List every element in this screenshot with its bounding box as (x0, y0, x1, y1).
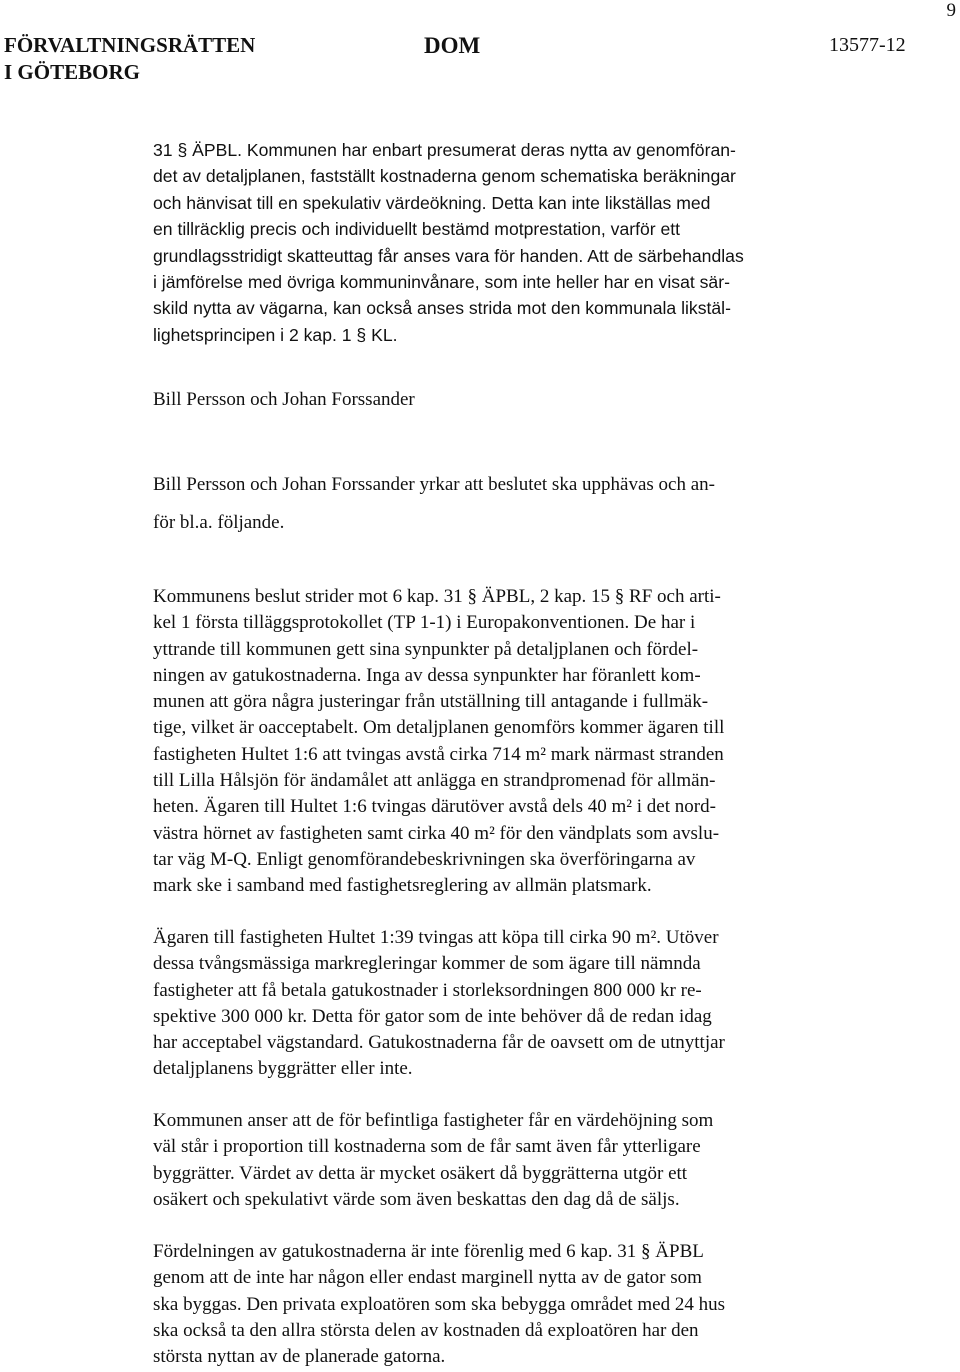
text-line: tige, vilket är oacceptabelt. Om detaljplanen genomförs kommer ägaren till (153, 717, 725, 739)
text-line: dessa tvångsmässiga markregleringar kommer de som ägare till nämnda (153, 953, 701, 975)
text-line: grundlagsstridigt skatteuttag får anses vara för handen. Att de särbehandlas (153, 245, 744, 266)
text-line: spektive 300 000 kr. Detta för gator som de inte behöver då de redan idag (153, 1005, 712, 1027)
text-line: osäkert och spekulativt värde som även beskattas den dag då de säljs. (153, 1188, 680, 1210)
text-line: fastigheter att få betala gatukostnader i storleksordningen 800 000 kr re- (153, 979, 702, 1001)
text-line: en tillräcklig precis och individuellt bestämd motprestation, varför ett (153, 219, 681, 240)
court-name-line-1: FÖRVALTNINGSRÄTTEN (4, 33, 256, 57)
text-line: har acceptabel vägstandard. Gatukostnaderna får de oavsett om de utnyttjar (153, 1032, 725, 1054)
text-line: i jämförelse med övriga kommuninvånare, som inte heller har en visat sär- (153, 272, 730, 293)
text-line: det av detaljplanen, fastställt kostnaderna genom schematiska beräkningar (153, 166, 736, 187)
text-line: Fördelningen av gatukostnaderna är inte förenlig med 6 kap. 31 § ÄPBL (153, 1241, 704, 1262)
case-number: 13577-12 (829, 34, 906, 56)
paragraph-arguments-continued (153, 137, 853, 348)
text-line: väl står i proportion till kostnaderna som de får samt även får ytterligare (153, 1136, 701, 1158)
text-line: byggrätter. Värdet av detta är mycket osäkert då byggrätterna utgör ett (153, 1162, 688, 1184)
text-line: ska också ta den allra största delen av kostnaden då exploatören har den (153, 1319, 699, 1341)
text-line: till Lilla Hålsjön för ändamålet att anlägga en strandpromenad för allmän- (153, 770, 716, 792)
paragraph-claim (153, 466, 853, 542)
text-line: tar väg M-Q. Enligt genomförandebeskrivningen ska överföringarna av (153, 848, 696, 870)
text-line: lighetsprincipen i 2 kap. 1 § KL. (153, 324, 398, 345)
text-line: Bill Persson och Johan Forssander yrkar att beslutet ska upphävas och an- (153, 474, 715, 495)
text-line: 31 § ÄPBL. Kommunen har enbart presumerat deras nytta av genomföran- (153, 140, 736, 160)
paragraph-value-increase (153, 1108, 853, 1213)
text-line: Ägaren till fastigheten Hultet 1:39 tvingas att köpa till cirka 90 m². Utöver (153, 927, 719, 948)
text-line: yttrande till kommunen gett sina synpunkter på detaljplanen och fördel- (153, 638, 699, 660)
document-type: DOM (424, 33, 481, 58)
text-line: kel 1 första tilläggsprotokollet (TP 1-1) i Europakonventionen. De har i (153, 612, 696, 634)
text-line: västra hörnet av fastigheten samt cirka 40 m² för den vändplats som avslu- (153, 822, 720, 844)
text-line: största nyttan av de planerade gatorna. (153, 1346, 446, 1368)
section-heading: Bill Persson och Johan Forssander (153, 389, 415, 410)
text-line: för bl.a. följande. (153, 512, 285, 533)
text-line: ska byggas. Den privata exploatören som ska bebygga området med 24 hus (153, 1293, 725, 1315)
text-line: Kommunens beslut strider mot 6 kap. 31 § ÄPBL, 2 kap. 15 § RF och arti- (153, 586, 721, 607)
text-line: Kommunen anser att de för befintliga fastigheter får en värdehöjning som (153, 1110, 714, 1131)
text-line: fastigheten Hultet 1:6 att tvingas avstå cirka 714 m² mark närmast stranden (153, 743, 724, 765)
paragraph-hultet-1-39 (153, 925, 853, 1083)
paragraph-constitutional-argument (153, 584, 853, 900)
text-line: heten. Ägaren till Hultet 1:6 tvingas därutöver avstå dels 40 m² i det nord- (153, 796, 716, 818)
court-name-line-2: I GÖTEBORG (4, 60, 140, 84)
text-line: skild nytta av vägarna, kan också anses strida mot den kommunala likstäl- (153, 298, 731, 319)
page-number: 9 (946, 0, 956, 21)
text-line: detaljplanens byggrätter eller inte. (153, 1058, 413, 1080)
text-line: och hänvisat till en spekulativ värdeökning. Detta kan inte likställas med (153, 192, 711, 213)
text-line: munen att göra några justeringar från utställning till antagande i fullmäk- (153, 691, 709, 713)
text-line: mark ske i samband med fastighetsreglering av allmän platsmark. (153, 875, 652, 897)
paragraph-cost-distribution (153, 1239, 853, 1370)
text-line: genom att de inte har någon eller endast marginell nytta av de gator som (153, 1267, 702, 1289)
text-line: ningen av gatukostnaderna. Inga av dessa synpunkter har föranlett kom- (153, 664, 701, 686)
